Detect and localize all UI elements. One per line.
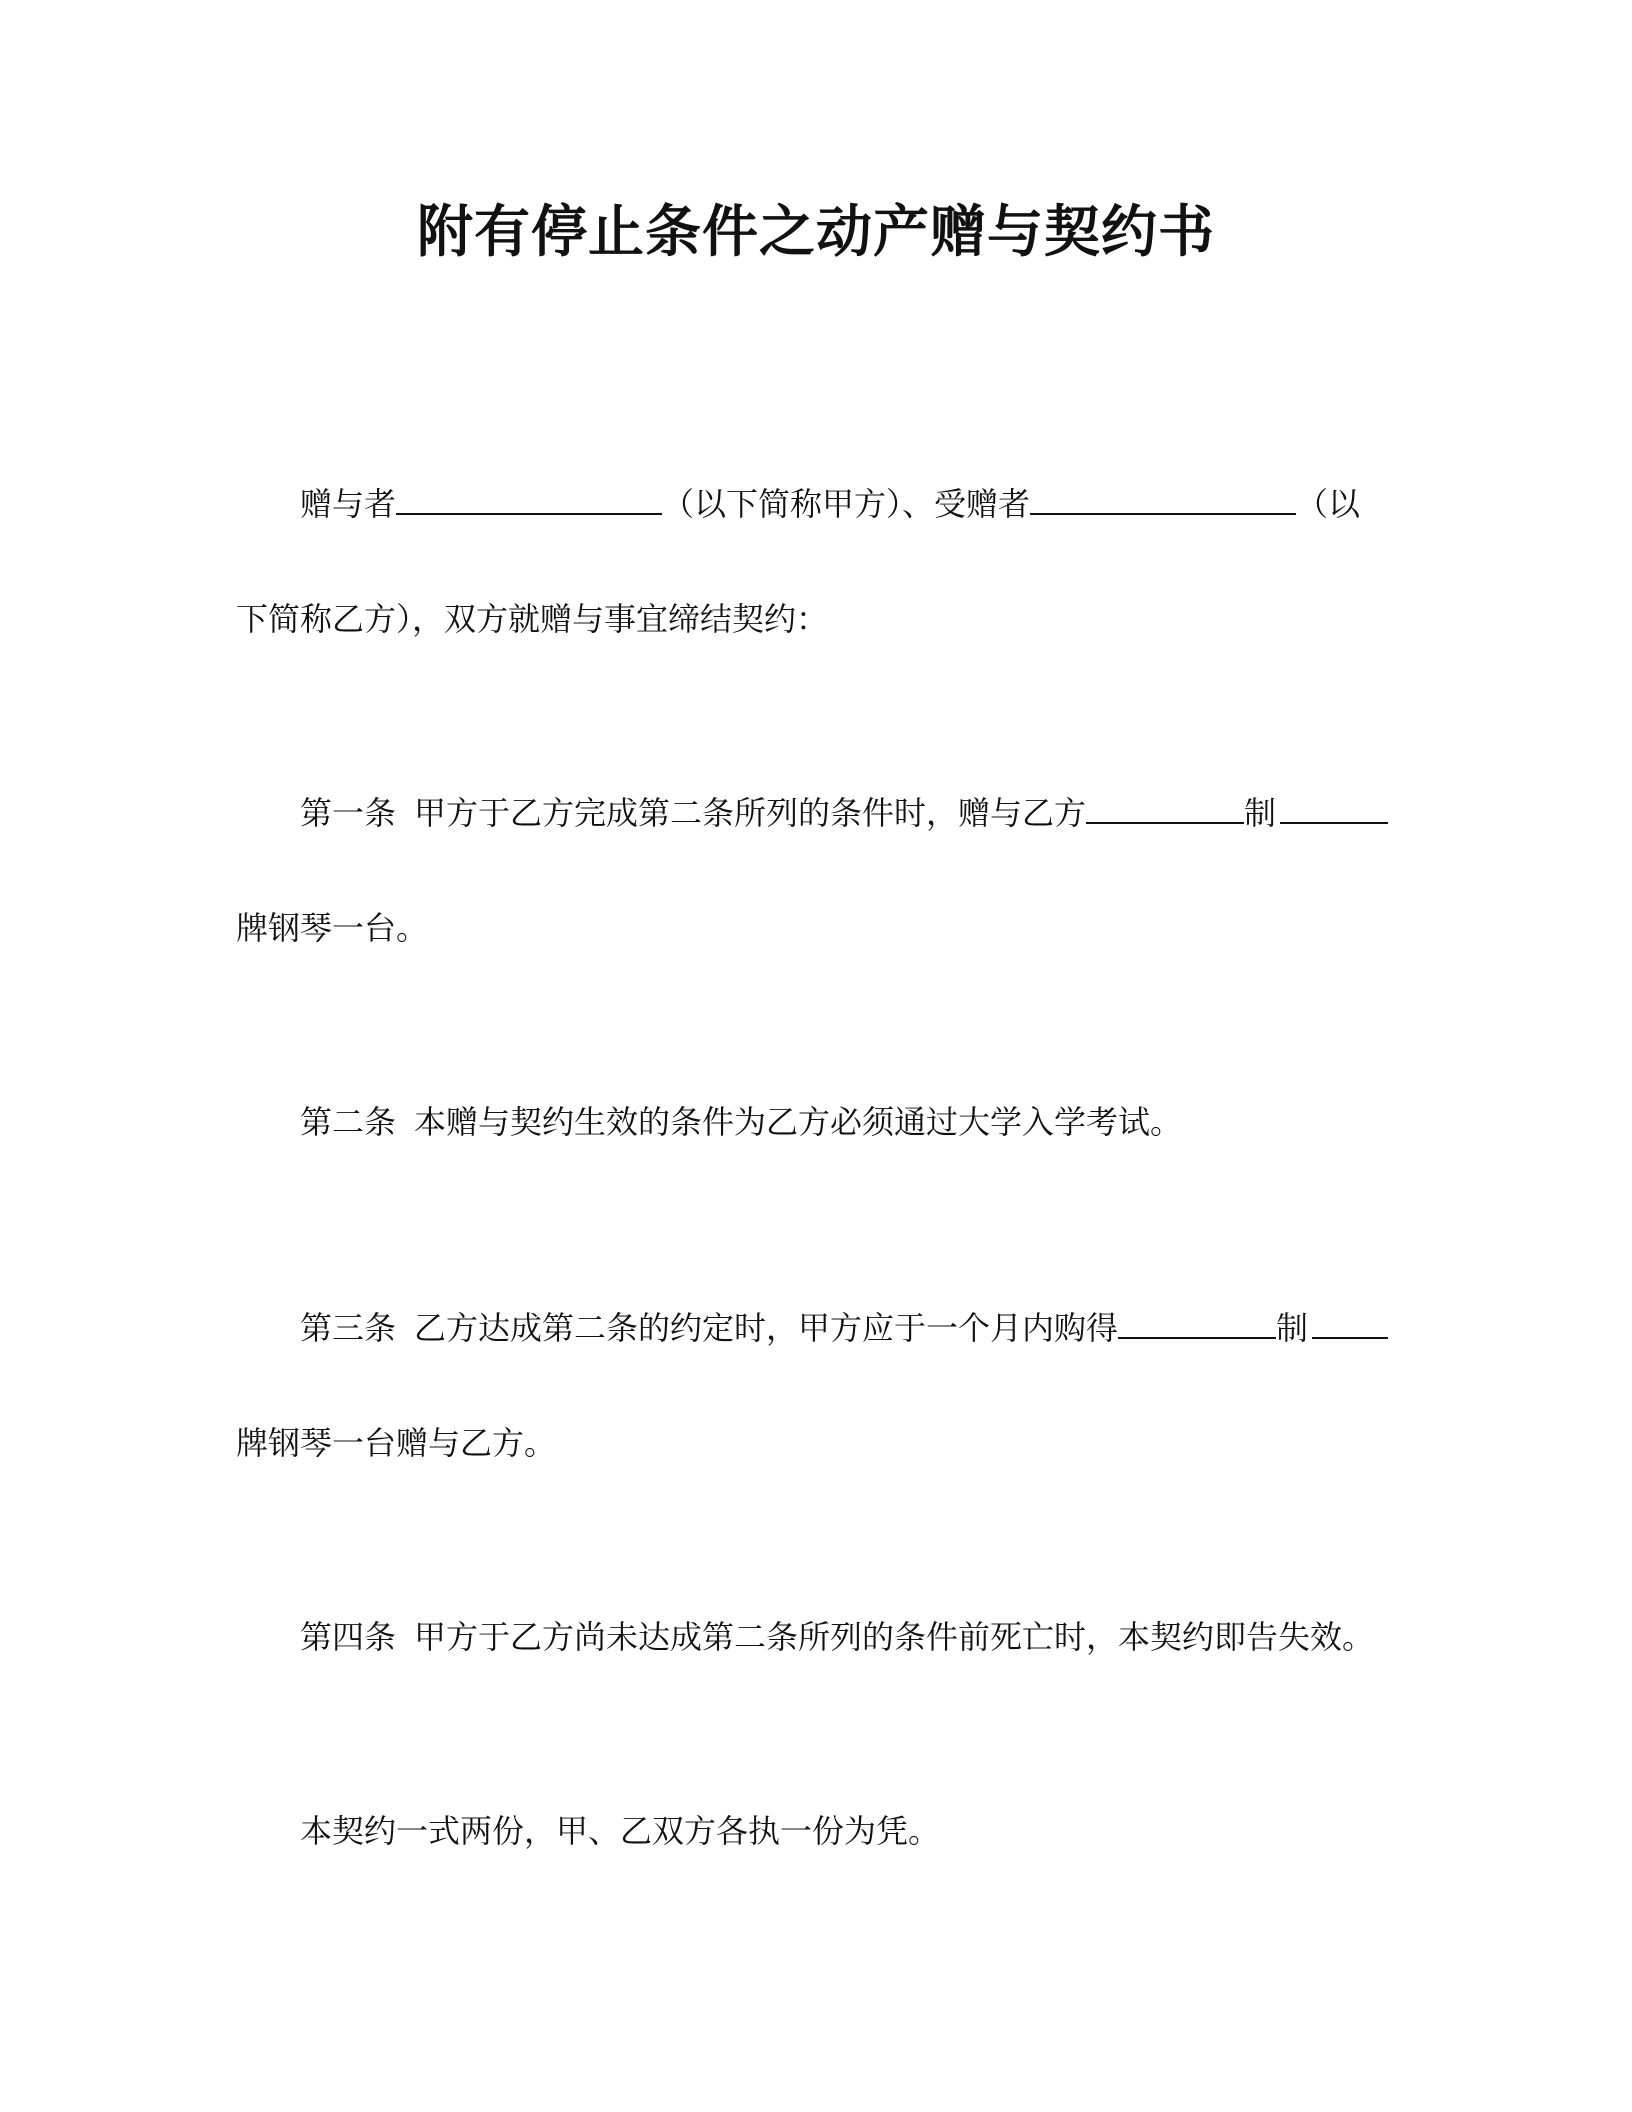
article-4-line <box>300 1615 1374 1659</box>
article-2-text: 本赠与契约生效的条件为乙方必须通过大学入学考试。 <box>414 1103 1183 1141</box>
article-4-text: 甲方于乙方尚未达成第二条所列的条件前死亡时，本契约即告失效。 <box>414 1618 1375 1656</box>
article-1-label: 第一条 <box>300 794 397 832</box>
donor-name-blank[interactable] <box>396 483 662 515</box>
article-1-maker-blank[interactable] <box>1086 792 1244 824</box>
article-1-brand-blank[interactable] <box>1280 792 1388 824</box>
article-3-maker-blank[interactable] <box>1118 1307 1276 1339</box>
article-1-line-1 <box>300 791 1388 835</box>
article-2-line <box>300 1100 1182 1144</box>
article-3-line-1 <box>300 1306 1388 1350</box>
closing-line: 本契约一式两份，甲、乙双方各执一份为凭。 <box>300 1812 941 1850</box>
article-1-line-2: 牌钢琴一台。 <box>236 909 429 947</box>
recipient-name-blank[interactable] <box>1030 483 1296 515</box>
article-2-label: 第二条 <box>300 1103 397 1141</box>
article-3-brand-blank[interactable] <box>1312 1307 1388 1339</box>
donor-label: 赠与者 <box>300 485 397 523</box>
article-3-label: 第三条 <box>300 1309 397 1347</box>
article-1-text: 甲方于乙方完成第二条所列的条件时，赠与乙方 <box>414 794 1087 832</box>
document-title: 附有停止条件之动产赠与契约书 <box>417 200 1215 265</box>
article-3-text: 乙方达成第二条的约定时，甲方应于一个月内购得 <box>414 1309 1119 1347</box>
recipient-note-start: （以 <box>1296 485 1361 523</box>
article-3-make-label: 制 <box>1276 1309 1309 1347</box>
intro-line-2: 下简称乙方），双方就赠与事宜缔结契约： <box>236 600 829 638</box>
donor-note: （以下简称甲方）、受赠者 <box>662 485 1031 523</box>
article-4-label: 第四条 <box>300 1618 397 1656</box>
article-1-make-label: 制 <box>1244 794 1277 832</box>
intro-line-1 <box>300 482 1360 526</box>
article-3-line-2: 牌钢琴一台赠与乙方。 <box>236 1424 557 1462</box>
